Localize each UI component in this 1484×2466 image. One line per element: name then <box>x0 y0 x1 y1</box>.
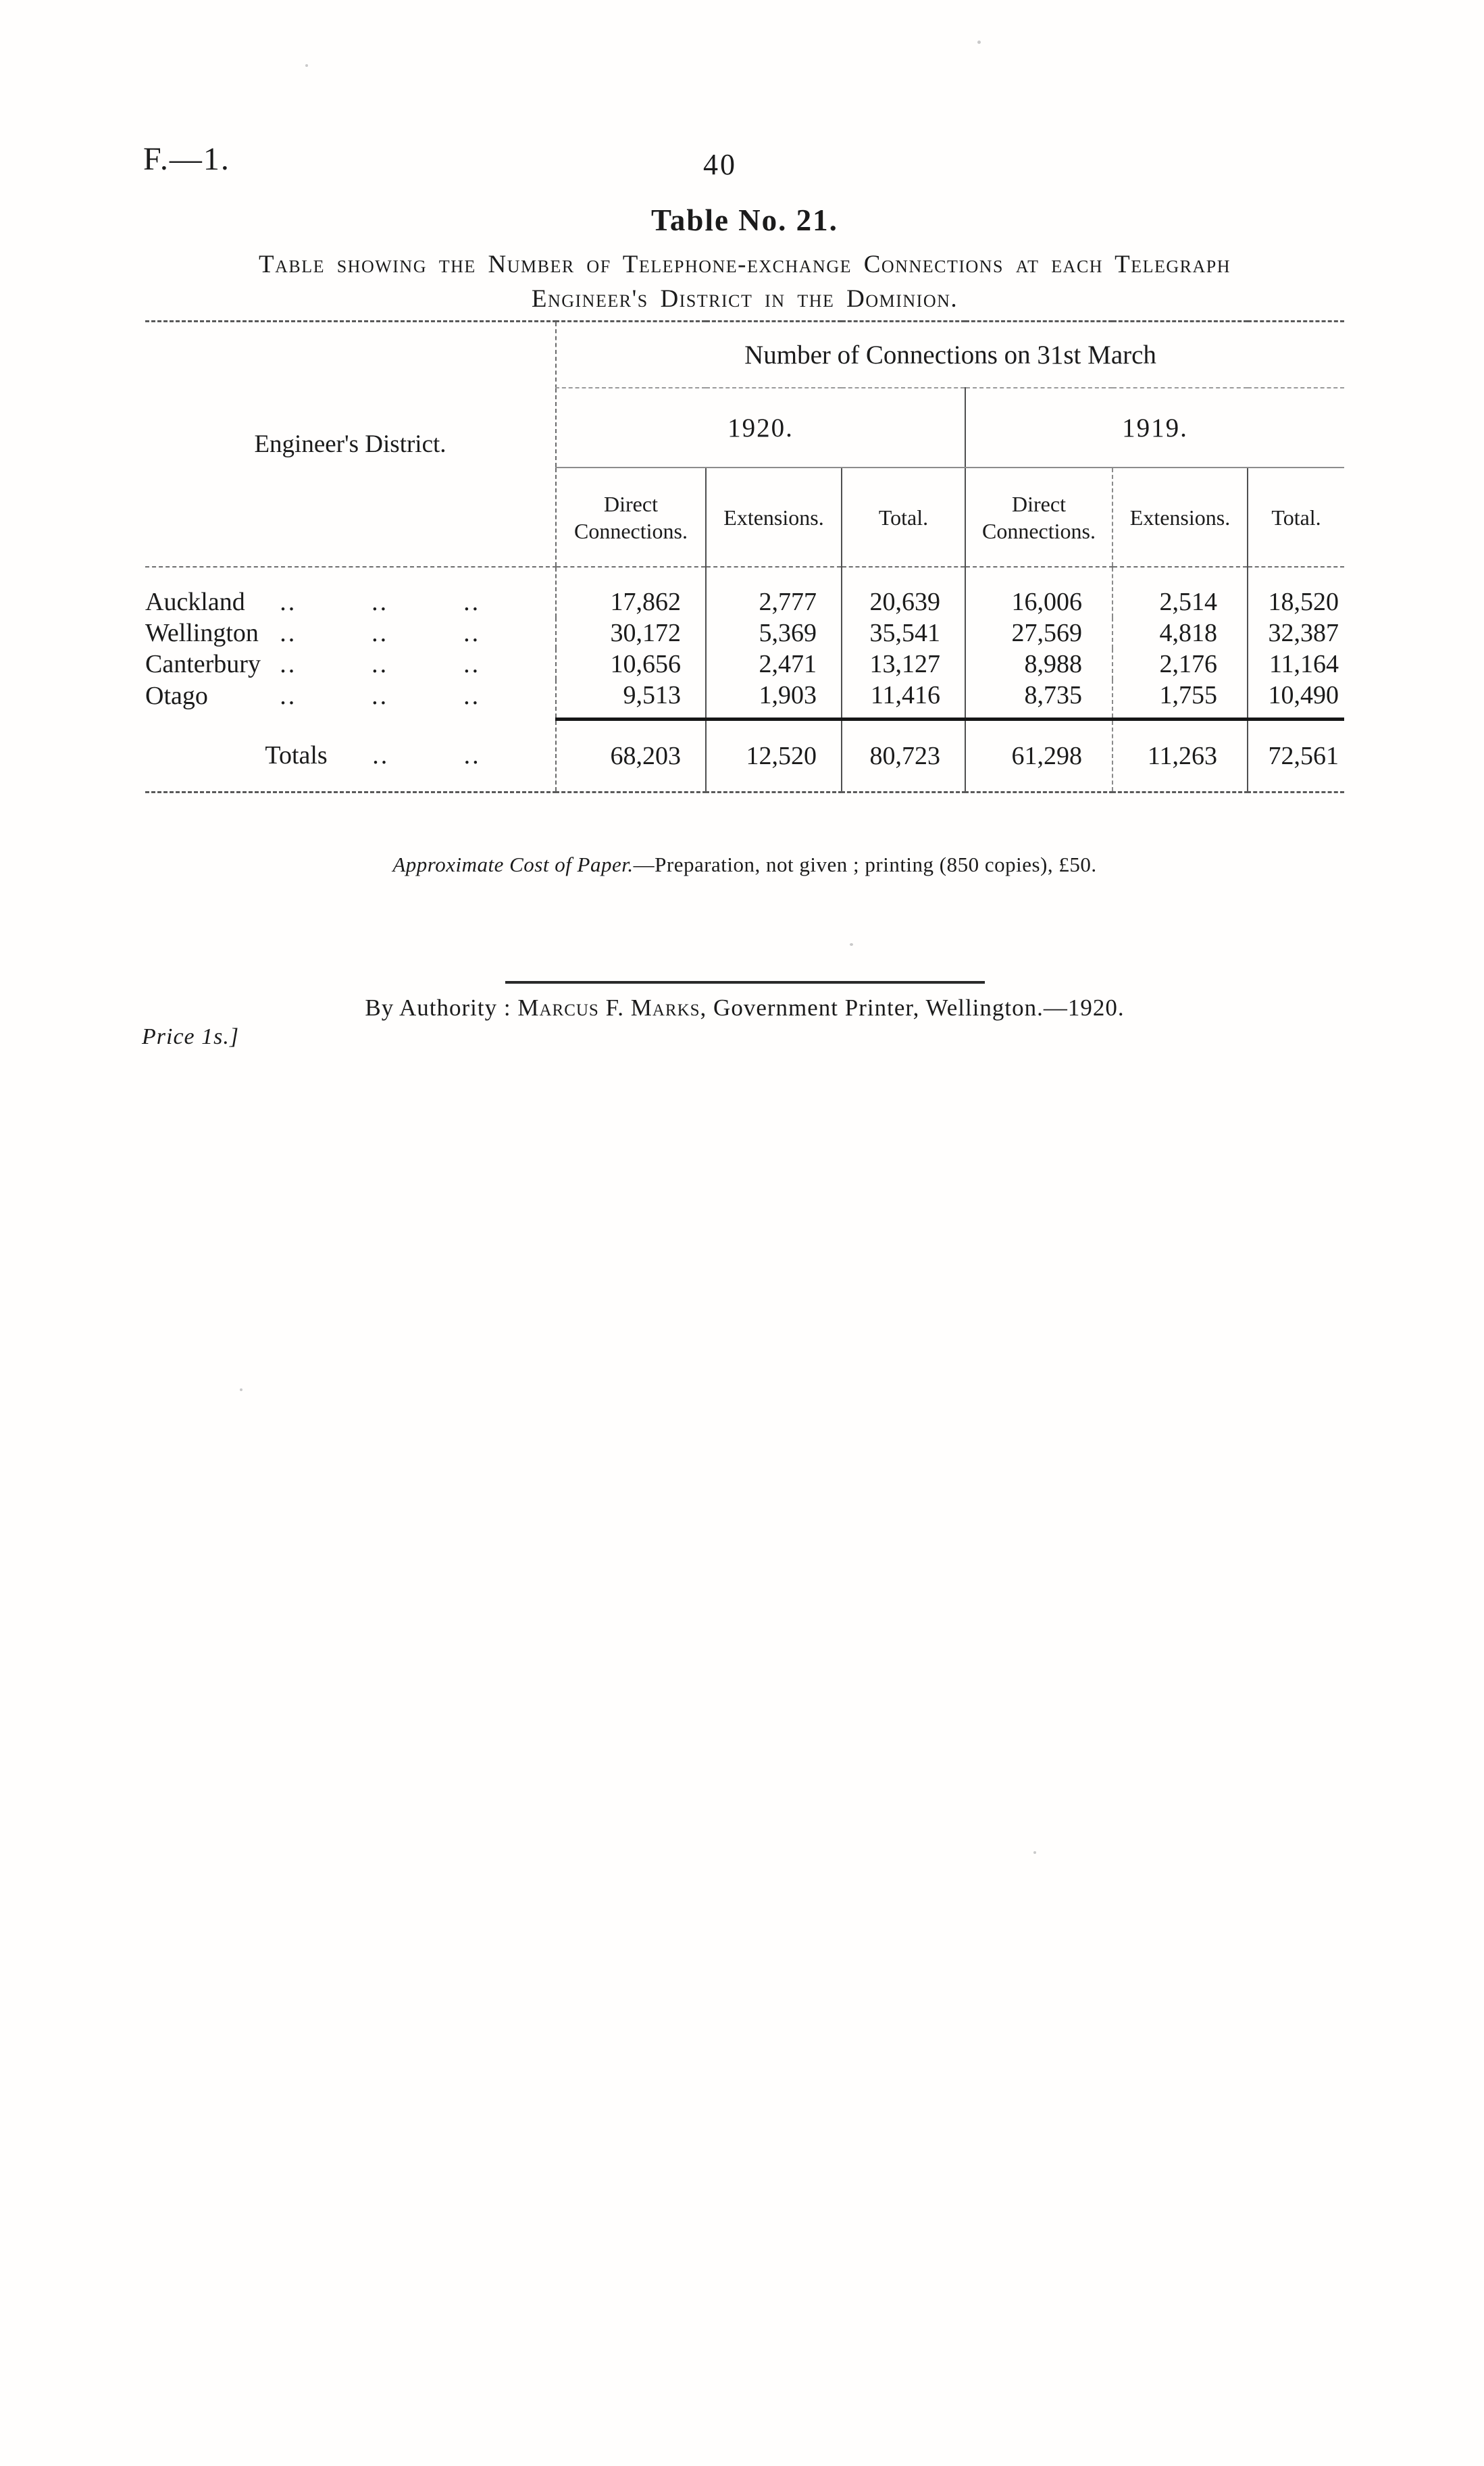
col-header-total-1919: Total. <box>1248 468 1344 567</box>
document-reference: F.—1. <box>143 141 230 177</box>
table-title: Table No. 21. <box>651 203 838 237</box>
table-row <box>145 567 1344 618</box>
total-value-cell: 68,203 <box>556 720 706 792</box>
total-value-cell: 72,561 <box>1248 720 1344 792</box>
col-header-extensions-1919: Extensions. <box>1112 468 1248 567</box>
district-cell <box>145 567 556 618</box>
leader-dots: .. <box>463 588 481 616</box>
col-header-direct-1920: Direct Connections. <box>556 468 706 567</box>
district-cell <box>145 680 556 720</box>
value-cell: 17,862 <box>556 567 706 618</box>
value-cell: 9,513 <box>556 680 706 720</box>
scan-speck <box>240 1388 242 1391</box>
authority-prefix: By Authority : <box>365 995 518 1021</box>
value-cell: 2,777 <box>706 567 842 618</box>
table-span-header-row <box>145 322 1344 388</box>
col-header-total-1920: Total. <box>842 468 965 567</box>
leader-dots: .. <box>463 740 481 770</box>
value-cell: 8,735 <box>965 680 1112 720</box>
scan-speck <box>850 943 853 946</box>
value-cell: 11,416 <box>842 680 965 720</box>
cost-note-rest: —Preparation, not given ; printing (850 copies), £50. <box>633 853 1097 876</box>
value-cell: 1,903 <box>706 680 842 720</box>
leader-dots: .. <box>463 650 481 678</box>
horizontal-rule <box>505 981 985 984</box>
authority-imprint <box>145 995 1344 1022</box>
total-value-cell: 80,723 <box>842 720 965 792</box>
value-cell: 18,520 <box>1248 567 1344 618</box>
connections-table <box>145 320 1344 793</box>
printer-name: Marcus F. Marks <box>517 995 700 1021</box>
leader-dots: .. <box>280 588 297 616</box>
page-number: 40 <box>703 148 737 181</box>
value-cell: 10,656 <box>556 649 706 680</box>
scan-speck <box>1033 1851 1036 1854</box>
value-cell: 4,818 <box>1112 618 1248 649</box>
total-value-cell: 11,263 <box>1112 720 1248 792</box>
scan-speck <box>977 41 981 44</box>
span-header: Number of Connections on 31st March <box>556 322 1344 388</box>
district-name: Canterbury <box>145 650 261 678</box>
district-column-header: Engineer's District. <box>145 322 556 568</box>
district-label-group <box>145 618 555 648</box>
leader-dots: .. <box>372 588 389 616</box>
district-label-group <box>145 587 555 617</box>
total-value-cell: 61,298 <box>965 720 1112 792</box>
value-cell: 5,369 <box>706 618 842 649</box>
district-cell <box>145 618 556 649</box>
leader-dots: .. <box>280 682 297 711</box>
value-cell: 35,541 <box>842 618 965 649</box>
leader-dots: .. <box>372 619 389 647</box>
district-name: Wellington <box>145 619 259 647</box>
leader-dots: .. <box>280 619 297 647</box>
value-cell: 32,387 <box>1248 618 1344 649</box>
value-cell: 27,569 <box>965 618 1112 649</box>
value-cell: 10,490 <box>1248 680 1344 720</box>
total-value-cell: 12,520 <box>706 720 842 792</box>
totals-label-cell <box>145 720 556 792</box>
totals-label-group <box>145 740 555 770</box>
table-row <box>145 649 1344 680</box>
value-cell: 1,755 <box>1112 680 1248 720</box>
value-cell: 2,471 <box>706 649 842 680</box>
totals-label: Totals <box>265 740 328 770</box>
value-cell: 30,172 <box>556 618 706 649</box>
value-cell: 2,514 <box>1112 567 1248 618</box>
year-header-1919: 1919. <box>965 388 1344 468</box>
leader-dots: .. <box>372 682 389 711</box>
district-label-group <box>145 681 555 711</box>
scan-speck <box>305 64 308 67</box>
leader-dots: .. <box>463 682 481 711</box>
value-cell: 11,164 <box>1248 649 1344 680</box>
year-header-1920: 1920. <box>556 388 965 468</box>
value-cell: 13,127 <box>842 649 965 680</box>
district-cell <box>145 649 556 680</box>
totals-row <box>145 720 1344 792</box>
district-label-group <box>145 649 555 679</box>
value-cell: 8,988 <box>965 649 1112 680</box>
col-header-direct-1919: Direct Connections. <box>965 468 1112 567</box>
subtitle-line-1: Table showing the Number of Telephone-exchange Connections at each Telegraph <box>258 251 1231 278</box>
cost-of-paper-note <box>145 853 1344 877</box>
col-header-extensions-1920: Extensions. <box>706 468 842 567</box>
table-subtitle <box>145 247 1344 316</box>
table-row <box>145 680 1344 720</box>
district-name: Otago <box>145 682 208 711</box>
leader-dots: .. <box>372 650 389 678</box>
authority-suffix: , Government Printer, Wellington.—1920. <box>700 995 1125 1021</box>
leader-dots: .. <box>372 740 390 770</box>
leader-dots: .. <box>463 619 481 647</box>
subtitle-line-2: Engineer's District in the Dominion. <box>531 285 958 313</box>
value-cell: 2,176 <box>1112 649 1248 680</box>
cost-note-lead: Approximate Cost of Paper. <box>392 853 634 876</box>
value-cell: 16,006 <box>965 567 1112 618</box>
leader-dots: .. <box>280 650 297 678</box>
price-note: Price 1s.] <box>142 1024 240 1049</box>
district-name: Auckland <box>145 588 245 616</box>
table-row <box>145 618 1344 649</box>
value-cell: 20,639 <box>842 567 965 618</box>
